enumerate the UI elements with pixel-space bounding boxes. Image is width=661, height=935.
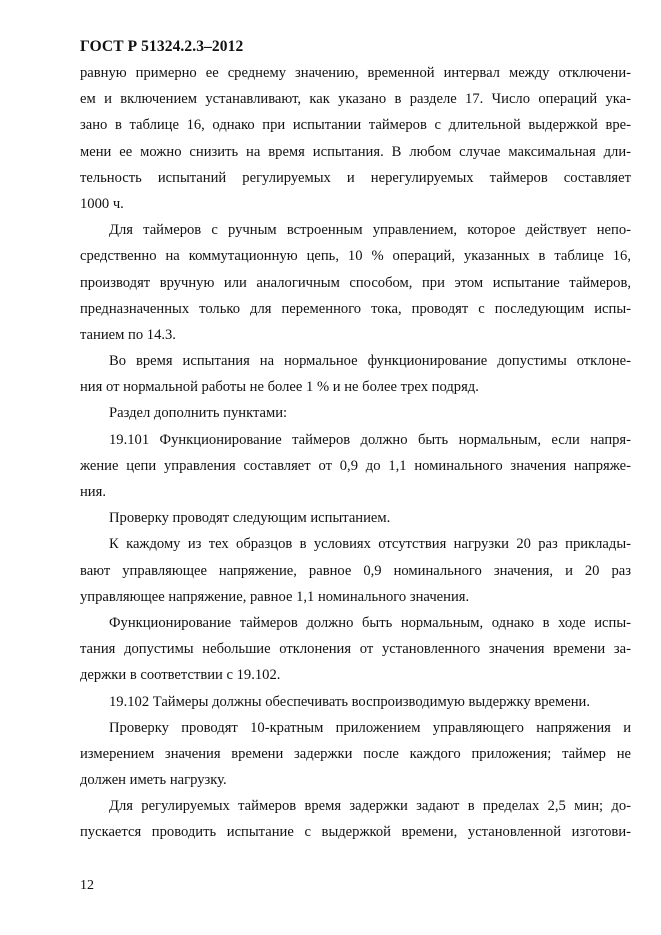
text-line: Функционирование таймеров должно быть нормальным, однако в ходе испы- — [109, 614, 631, 631]
text-line: Во время испытания на нормальное функционирование допустимы отклоне- — [109, 353, 631, 370]
text-line: тельность испытаний регулируемых и нерегулируемых таймеров составляет — [80, 169, 631, 186]
page-number: 12 — [80, 878, 94, 893]
text-line: зано в таблице 16, однако при испытании таймеров с длительной выдержкой вре- — [80, 117, 631, 134]
text-line: равную примерно ее среднему значению, временной интервал между отключени- — [80, 65, 631, 81]
text-line: К каждому из тех образцов в условиях отсутствия нагрузки 20 раз приклады- — [109, 536, 631, 553]
text-line: танием по 14.3. — [80, 326, 176, 343]
text-line: Проверку проводят следующим испытанием. — [109, 510, 391, 527]
text-line: жение цепи управления составляет от 0,9 до 1,1 номинального значения напряже- — [80, 457, 631, 474]
text-line: предназначенных только для переменного тока, проводят с последующим испы- — [80, 300, 631, 317]
text-line: ния от нормальной работы не более 1 % и не более трех подряд. — [80, 379, 479, 396]
document-body — [80, 60, 631, 846]
text-line: тания допустимы небольшие отклонения от установленного значения времени за- — [80, 641, 631, 658]
text-line: Раздел дополнить пунктами: — [109, 405, 288, 422]
text-line: Для таймеров с ручным встроенным управлением, которое действует непо- — [109, 222, 631, 239]
document-header: ГОСТ Р 51324.2.3–2012 — [80, 38, 244, 55]
text-line: производят вручную или аналогичным способом, при этом испытание таймеров, — [80, 274, 631, 291]
text-line: пускается проводить испытание с выдержкой времени, установленной изготови- — [80, 824, 631, 841]
text-line: средственно на коммутационную цепь, 10 % операций, указанных в таблице 16, — [80, 248, 631, 265]
text-line: вают управляющее напряжение, равное 0,9 номинального значения, и 20 раз — [80, 562, 631, 579]
text-line: должен иметь нагрузку. — [80, 772, 227, 789]
text-line: 19.101 Функционирование таймеров должно быть нормальным, если напря- — [109, 431, 631, 448]
text-line: управляющее напряжение, равное 1,1 номинального значения. — [80, 588, 470, 605]
text-line: Проверку проводят 10-кратным приложением управляющего напряжения и — [109, 719, 631, 736]
text-line: ния. — [80, 484, 106, 500]
text-line: измерением значения времени задержки после каждого приложения; таймер не — [80, 745, 631, 762]
text-line: ем и включением устанавливают, как указано в разделе 17. Число операций ука- — [80, 91, 631, 108]
text-line: 1000 ч. — [80, 195, 124, 212]
text-line: мени ее можно снизить на время испытания. В любом случае максимальная дли- — [80, 143, 631, 160]
text-line: 19.102 Таймеры должны обеспечивать воспроизводимую выдержку времени. — [109, 693, 590, 710]
text-line: держки в соответствии с 19.102. — [80, 667, 281, 684]
text-line: Для регулируемых таймеров время задержки задают в пределах 2,5 мин; до- — [109, 798, 631, 815]
